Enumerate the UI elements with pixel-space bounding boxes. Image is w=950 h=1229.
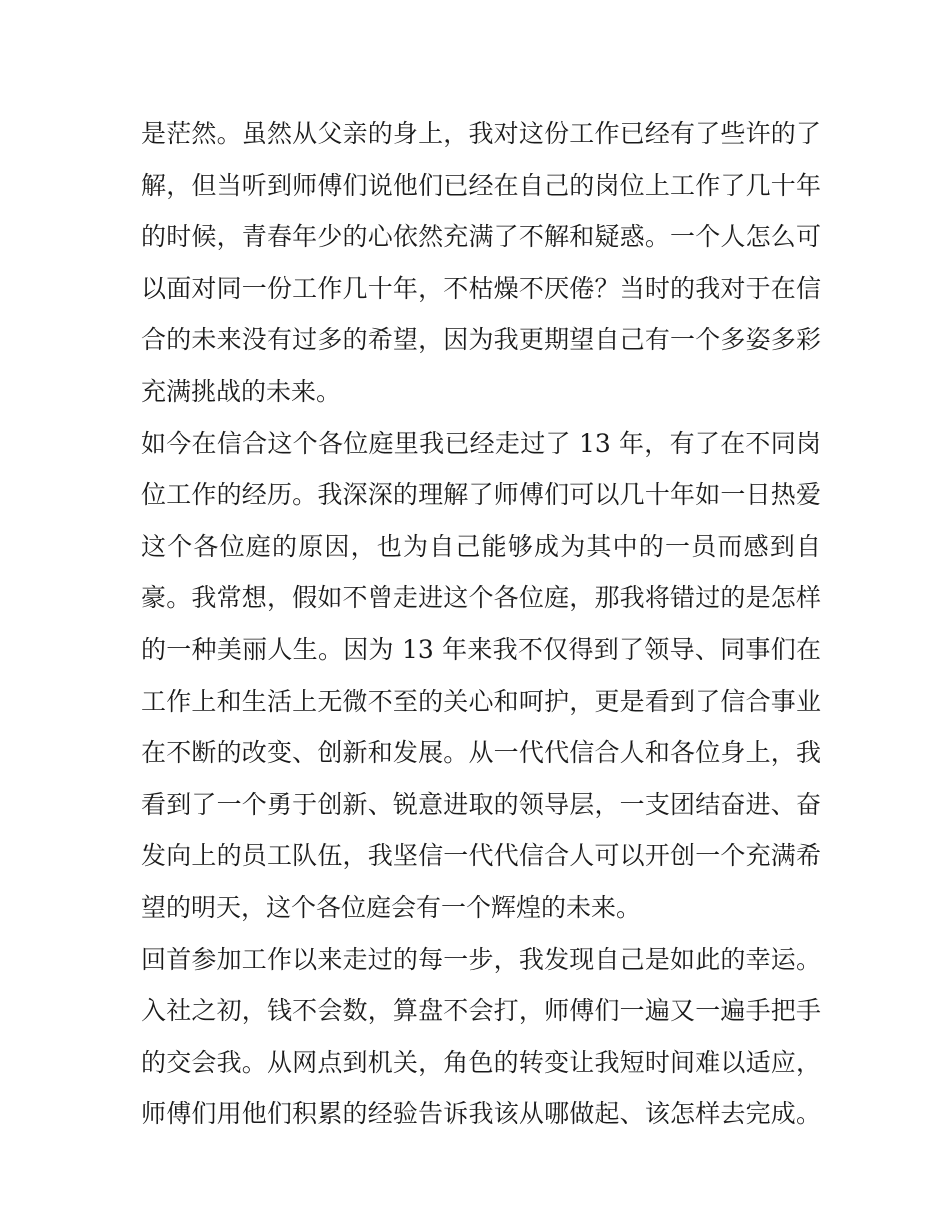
text-line: 这个各位庭的原因，也为自己能够成为其中的一员而感到自 <box>141 531 821 561</box>
document-body <box>141 108 821 1140</box>
text-line: 看到了一个勇于创新、锐意进取的领导层，一支团结奋进、奋 <box>141 789 821 819</box>
text-line: 合的未来没有过多的希望，因为我更期望自己有一个多姿多彩 <box>141 325 821 355</box>
text-line: 师傅们用他们积累的经验告诉我该从哪做起、该怎样去完成。 <box>141 1099 821 1129</box>
text-line: 工作上和生活上无微不至的关心和呵护，更是看到了信合事业 <box>141 686 821 716</box>
text-line: 以面对同一份工作几十年，不枯燥不厌倦？当时的我对于在信 <box>141 273 821 303</box>
text-line: 发向上的员工队伍，我坚信一代代信合人可以开创一个充满希 <box>141 841 821 871</box>
text-line: 如今在信合这个各位庭里我已经走过了 13 年，有了在不同岗 <box>141 428 821 458</box>
text-line: 的交会我。从网点到机关，角色的转变让我短时间难以适应， <box>141 1047 821 1077</box>
text-line: 位工作的经历。我深深的理解了师傅们可以几十年如一日热爱 <box>141 480 821 510</box>
text-line: 的时候，青春年少的心依然充满了不解和疑惑。一个人怎么可 <box>141 222 821 252</box>
text-line: 回首参加工作以来走过的每一步，我发现自己是如此的幸运。 <box>141 944 821 974</box>
text-line: 的一种美丽人生。因为 13 年来我不仅得到了领导、同事们在 <box>141 634 821 664</box>
text-line: 在不断的改变、创新和发展。从一代代信合人和各位身上，我 <box>141 738 821 768</box>
text-line: 入社之初，钱不会数，算盘不会打，师傅们一遍又一遍手把手 <box>141 996 821 1026</box>
text-line: 充满挑战的未来。 <box>141 376 342 406</box>
text-line: 是茫然。虽然从父亲的身上，我对这份工作已经有了些许的了 <box>141 119 821 148</box>
text-line: 望的明天，这个各位庭会有一个辉煌的未来。 <box>141 892 642 922</box>
text-line: 解，但当听到师傅们说他们已经在自己的岗位上工作了几十年 <box>141 170 821 200</box>
text-line: 豪。我常想，假如不曾走进这个各位庭，那我将错过的是怎样 <box>141 583 821 613</box>
